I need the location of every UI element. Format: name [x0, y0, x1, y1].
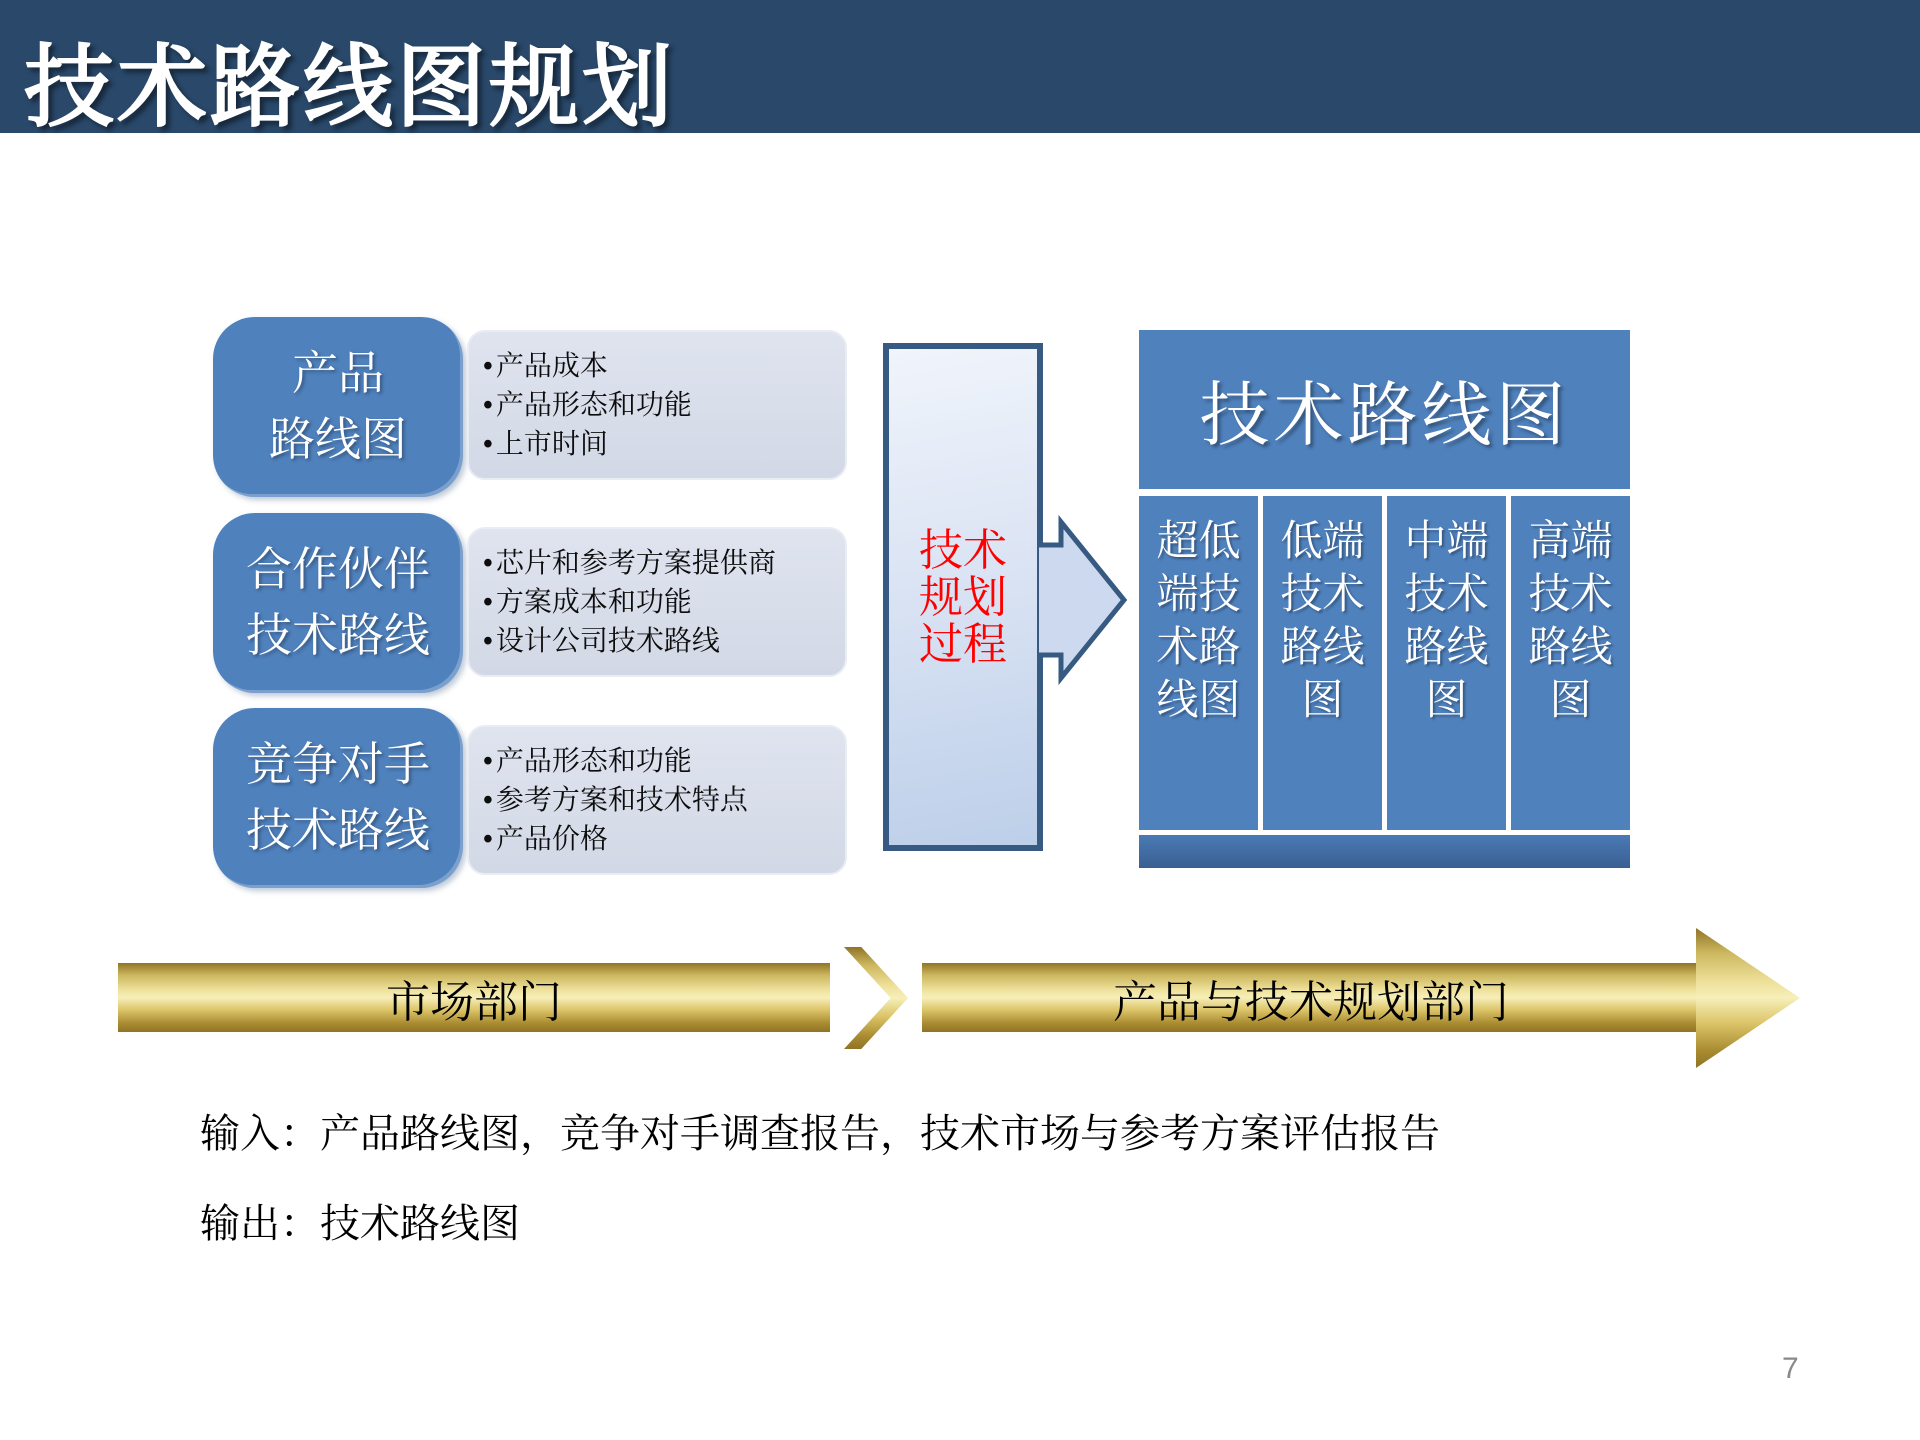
- bullet-item: • 产品形态和功能: [483, 742, 845, 781]
- result-column-low-end: [1263, 496, 1382, 830]
- process-label-line: 技术: [919, 525, 1007, 575]
- market-dept-label: 市场部门: [386, 977, 562, 1027]
- stage-label-line: 竞争对手: [246, 739, 430, 790]
- planning-dept-arrow: [922, 963, 1700, 1032]
- input-note: 输入：产品路线图，竞争对手调查报告，技术市场与参考方案评估报告: [200, 1112, 1440, 1156]
- stage-box-product-roadmap: [213, 317, 463, 497]
- result-column-mid-end: [1387, 496, 1506, 830]
- chevron-icon: [844, 947, 908, 1049]
- process-label-line: 规划: [919, 572, 1007, 622]
- column-line: 技术: [1280, 572, 1365, 618]
- process-arrowhead-icon: [1039, 508, 1131, 692]
- column-line: 高端: [1528, 519, 1613, 565]
- result-panel-title: 技术路线图: [1139, 330, 1630, 489]
- planning-dept-label: 产品与技术规划部门: [1113, 977, 1509, 1027]
- column-line: 超低: [1156, 519, 1241, 565]
- arrowhead-icon: [1696, 928, 1800, 1068]
- column-line: 路线: [1404, 625, 1489, 671]
- bullet-item: • 芯片和参考方案提供商: [483, 544, 845, 583]
- column-line: 图: [1425, 678, 1468, 724]
- slide-title: 技术路线图规划: [24, 38, 675, 138]
- column-line: 路线: [1528, 625, 1613, 671]
- result-column-high-end: [1511, 496, 1630, 830]
- detail-box-product-roadmap: [467, 330, 847, 480]
- bullet-item: • 参考方案和技术特点: [483, 781, 845, 820]
- column-line: 术路: [1156, 625, 1241, 671]
- column-line: 技术: [1404, 572, 1489, 618]
- stage-label-line: 技术路线: [246, 610, 430, 661]
- stage-label-line: 技术路线: [246, 805, 430, 856]
- stage-box-partner-roadmap: [213, 513, 463, 693]
- detail-box-partner-roadmap: [467, 527, 847, 677]
- result-panel-base-bar: [1139, 835, 1630, 868]
- bullet-item: • 产品成本: [483, 347, 845, 386]
- stage-box-competitor-roadmap: [213, 708, 463, 888]
- output-note: 输出：技术路线图: [200, 1202, 520, 1246]
- column-line: 中端: [1404, 519, 1489, 565]
- bullet-item: • 设计公司技术路线: [483, 622, 845, 661]
- column-line: 图: [1301, 678, 1344, 724]
- bullet-item: • 方案成本和功能: [483, 583, 845, 622]
- page-number: 7: [1782, 1352, 1799, 1385]
- bullet-item: • 上市时间: [483, 425, 845, 464]
- column-line: 低端: [1280, 519, 1365, 565]
- column-line: 线图: [1156, 678, 1241, 724]
- result-column-ultra-low-end: [1139, 496, 1258, 830]
- column-line: 技术: [1528, 572, 1613, 618]
- market-dept-arrow: [118, 963, 830, 1032]
- column-line: 图: [1549, 678, 1592, 724]
- bullet-item: • 产品价格: [483, 820, 845, 859]
- stage-label-line: 产品: [292, 348, 384, 399]
- stage-label-line: 合作伙伴: [246, 544, 430, 595]
- column-line: 端技: [1156, 572, 1241, 618]
- stage-label-line: 路线图: [269, 414, 407, 465]
- process-box-tech-planning: [883, 343, 1043, 851]
- detail-box-competitor-roadmap: [467, 725, 847, 875]
- bullet-item: • 产品形态和功能: [483, 386, 845, 425]
- column-line: 路线: [1280, 625, 1365, 671]
- process-label-line: 过程: [919, 619, 1007, 669]
- result-columns: [1139, 496, 1630, 830]
